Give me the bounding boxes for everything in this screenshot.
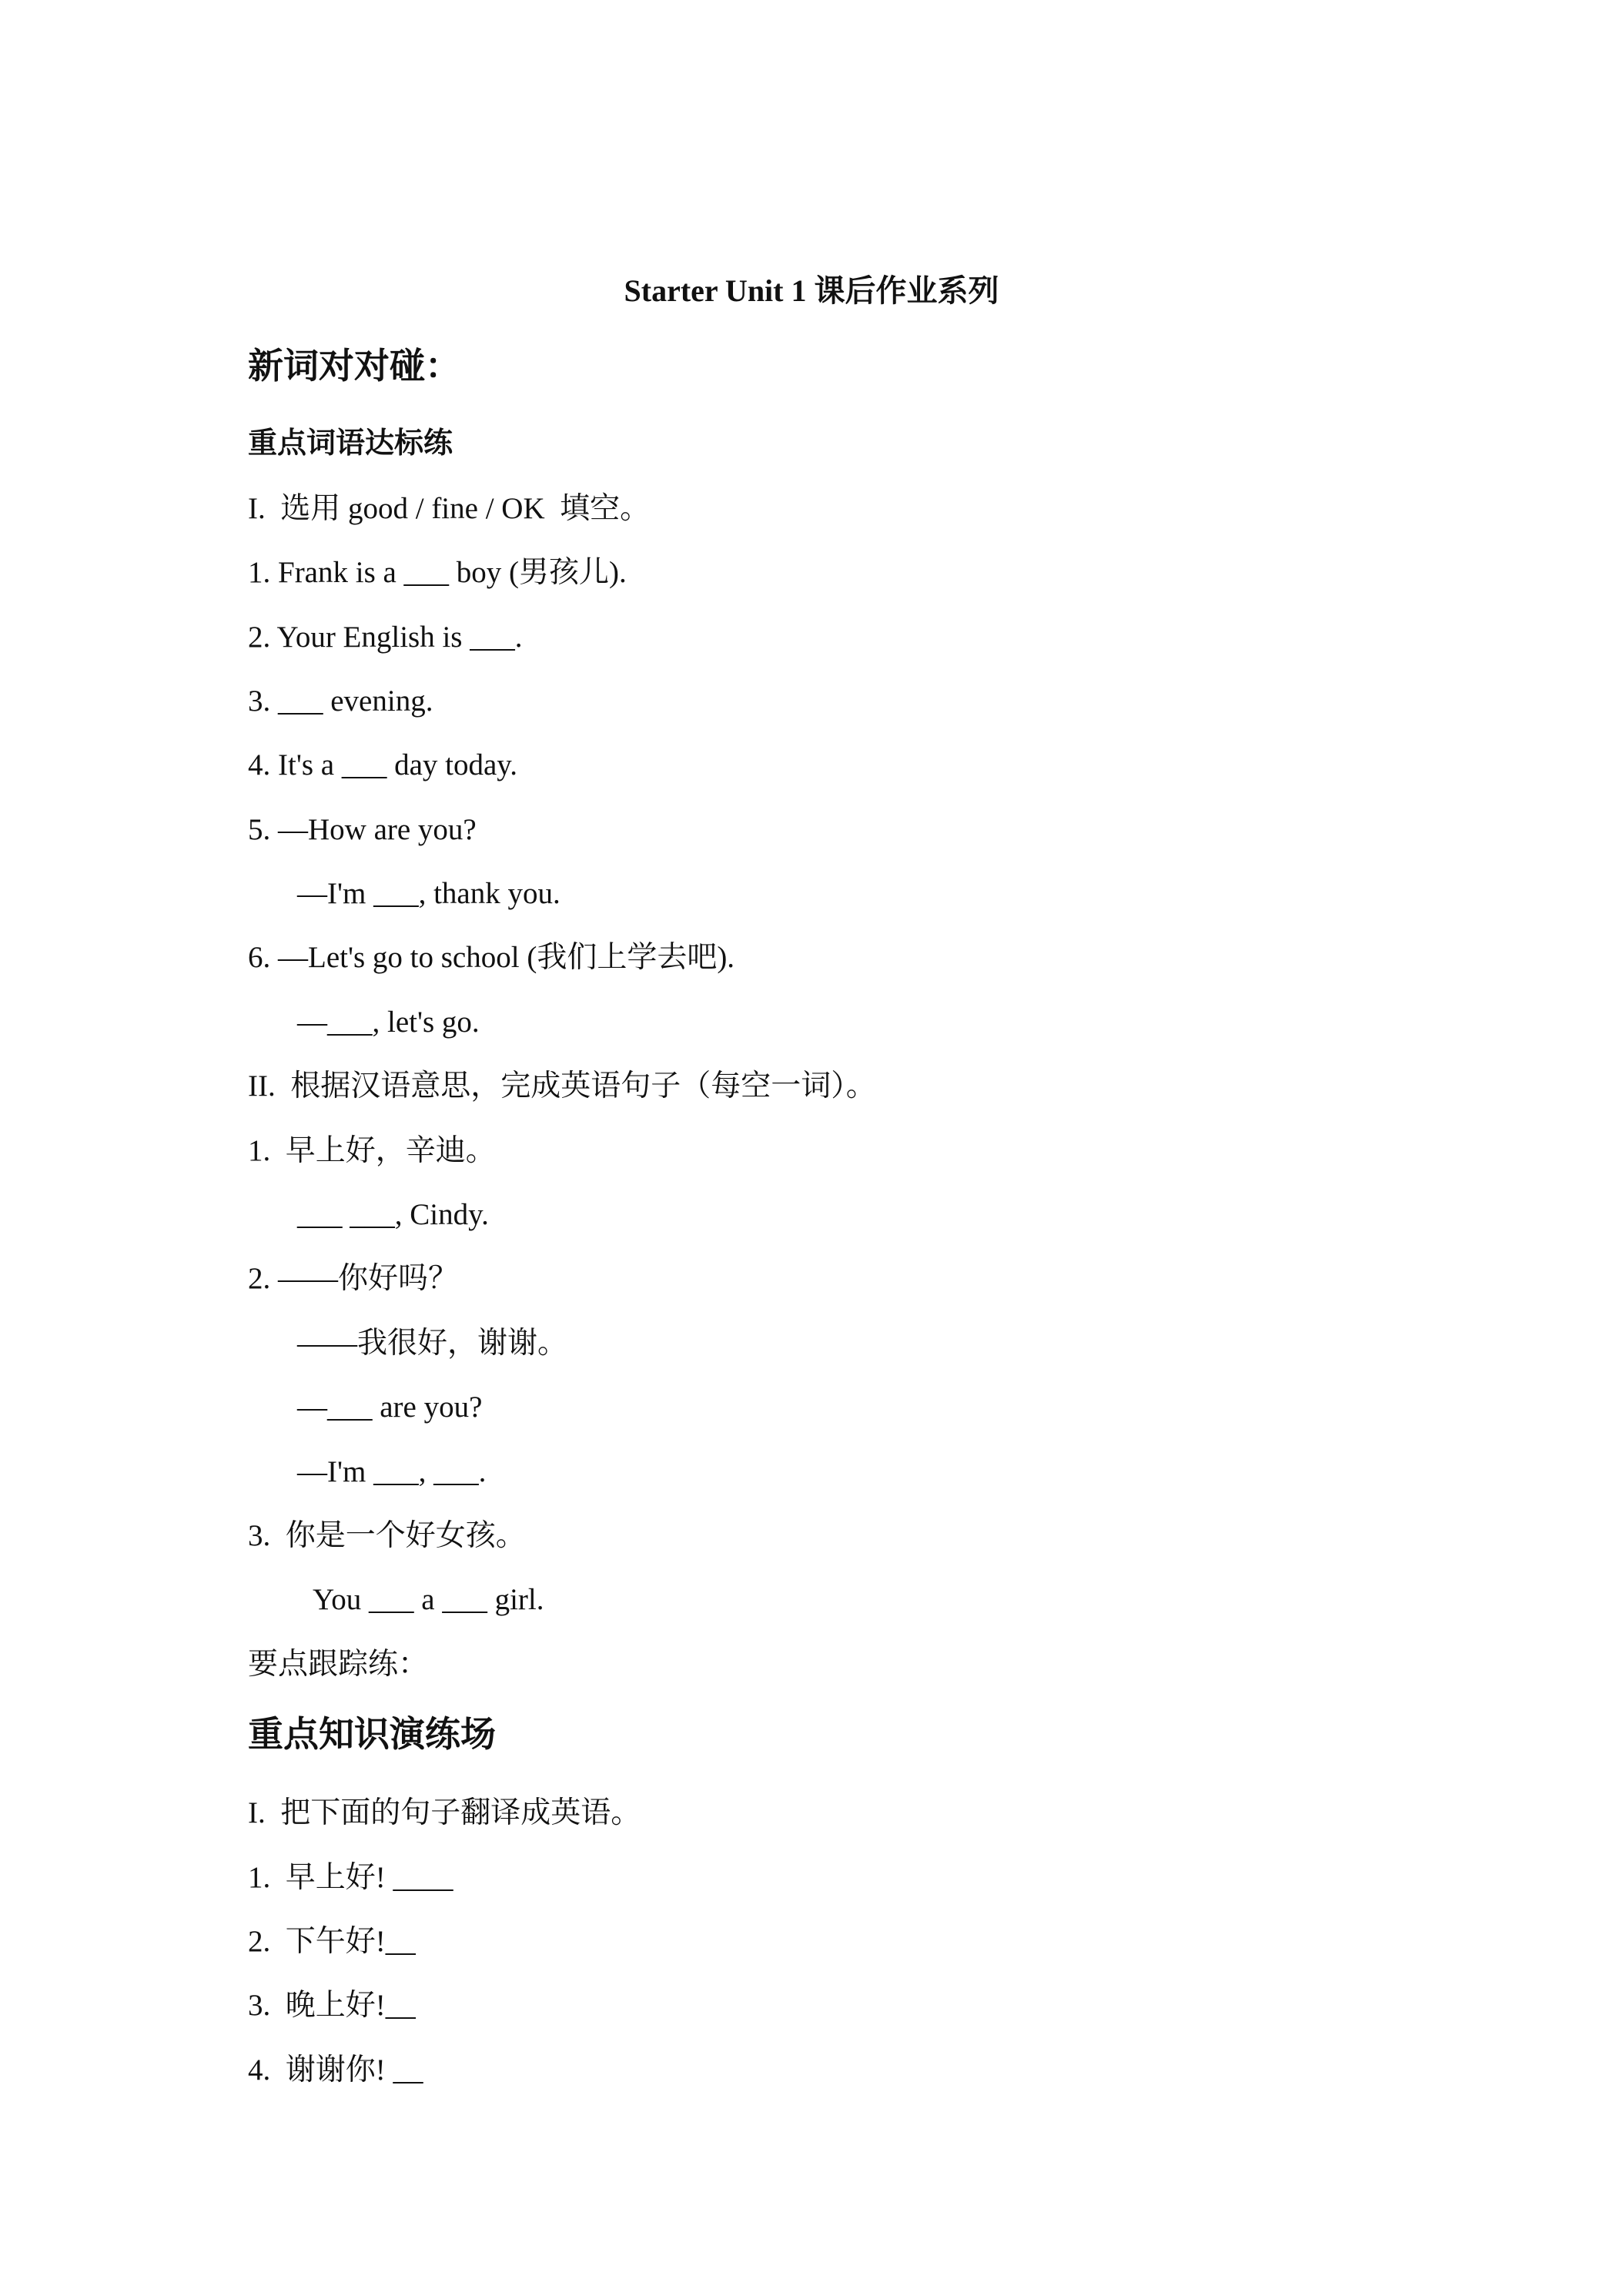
exercise-item: ___ ___, Cindy. (297, 1198, 489, 1231)
exercise-item: 4. It's a ___ day today. (248, 748, 518, 782)
subheading-key-words: 重点词语达标练 (248, 426, 453, 460)
exercise-item: 2. Your English is ___. (248, 621, 523, 654)
exercise-item: 2. 下午好!__ (248, 1925, 416, 1958)
exercise-item: 6. —Let's go to school (我们上学去吧). (248, 941, 735, 974)
exercise-item: 1. 早上好，辛迪。 (248, 1134, 496, 1167)
part1-instruction: I. 选用 good / fine / OK 填空。 (248, 492, 651, 525)
translation-instruction: I. 把下面的句子翻译成英语。 (248, 1796, 641, 1829)
section-heading-new-words: 新词对对碰： (248, 345, 460, 387)
exercise-item: 4. 谢谢你! __ (248, 2053, 423, 2087)
document-title: Starter Unit 1 课后作业系列 (624, 273, 999, 308)
exercise-item: You ___ a ___ girl. (313, 1583, 544, 1616)
part2-instruction: II. 根据汉语意思，完成英语句子（每空一词）。 (248, 1069, 876, 1103)
exercise-item: 3. ___ evening. (248, 684, 433, 718)
exercise-item: 3. 晚上好!__ (248, 1989, 416, 2022)
exercise-item: —___ are you? (297, 1391, 483, 1424)
exercise-item: 3. 你是一个好女孩。 (248, 1519, 526, 1552)
exercise-item: —I'm ___, ___. (297, 1455, 487, 1488)
section-heading-practice: 重点知识演练场 (248, 1713, 496, 1755)
exercise-item: 2. ——你好吗？ (248, 1262, 459, 1295)
exercise-item: —I'm ___, thank you. (297, 877, 561, 910)
exercise-item: 1. 早上好! ____ (248, 1861, 453, 1894)
exercise-item: ——我很好，谢谢。 (297, 1327, 568, 1360)
exercise-item: 5. —How are you? (248, 813, 477, 846)
exercise-item: —___, let's go. (297, 1006, 480, 1039)
exercise-item: 1. Frank is a ___ boy (男孩儿). (248, 556, 627, 589)
tracking-label: 要点跟踪练： (248, 1648, 429, 1681)
